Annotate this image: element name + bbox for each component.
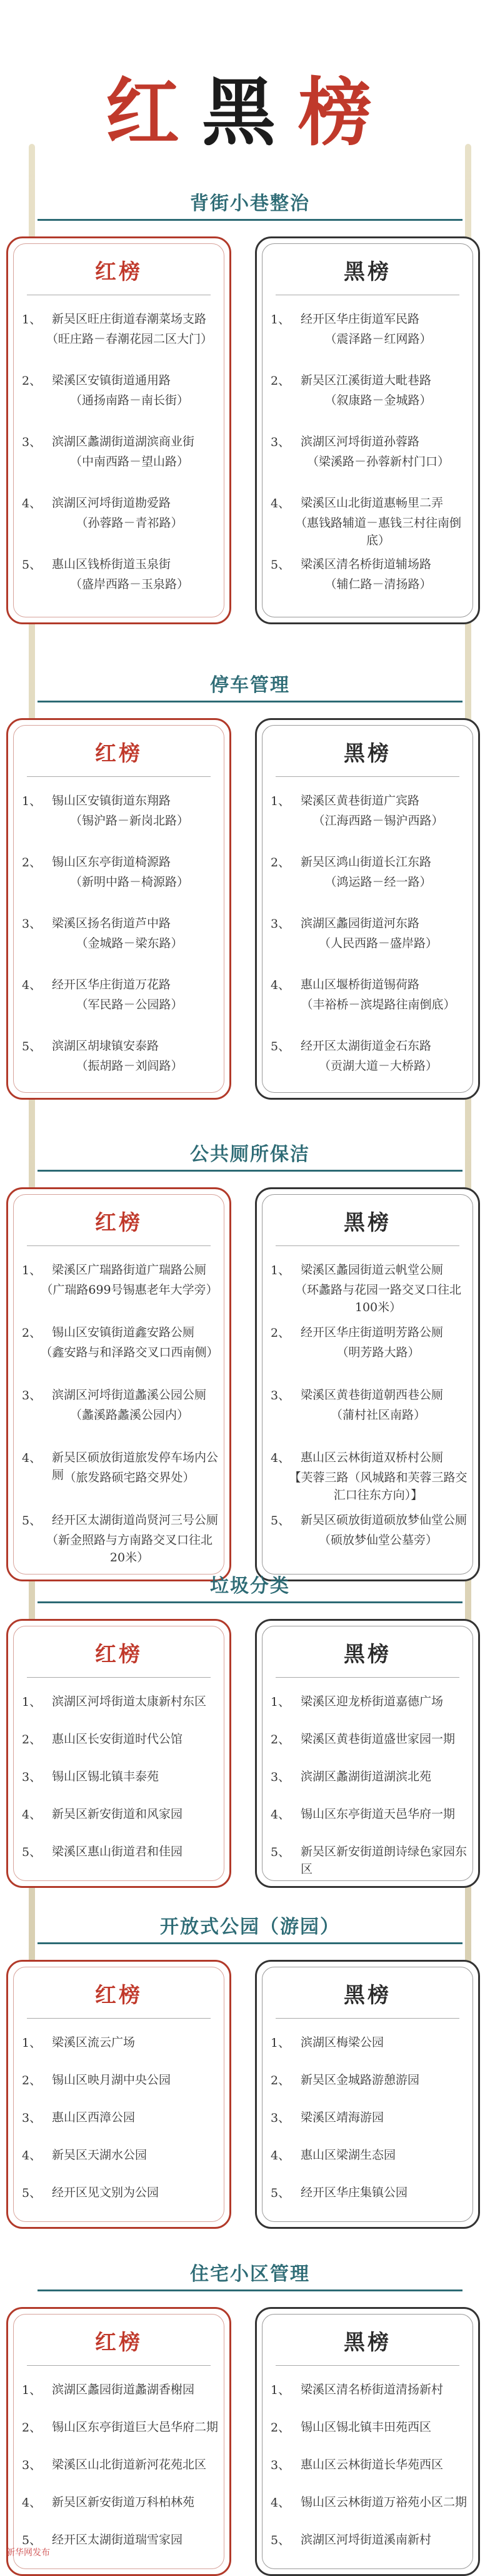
item-name: 经开区见文别为公园 (52, 2186, 159, 2199)
item-number: 5、 (22, 1040, 42, 1053)
item-number: 1、 (22, 2383, 42, 2397)
black-list-card (255, 1960, 480, 2229)
card-divider (27, 1245, 211, 1246)
item-name: 滨湖区胡埭镇安泰路 (52, 1039, 159, 1053)
item-name: 新吴区新安街道朗诗绿色家园东区 (301, 1845, 468, 1876)
item-number: 2、 (22, 2421, 42, 2435)
title-character: 榜 (298, 69, 395, 156)
item-name: 梁溪区流云广场 (52, 2036, 136, 2049)
item-name: 梁溪区安镇街道通用路 (52, 373, 171, 387)
item-location: （丰裕桥－滨堤路往南倒底） (301, 998, 456, 1012)
item-name: 锡山区锡北镇丰泰苑 (52, 1770, 159, 1783)
red-list-card (6, 718, 231, 1100)
item-location: （震泽路－红网路） (324, 332, 432, 346)
item-location: （广瑞路699号锡惠老年大学旁） (41, 1283, 218, 1297)
card-divider (276, 2365, 459, 2366)
item-number: 1、 (271, 1264, 291, 1277)
item-number: 5、 (22, 1845, 42, 1859)
item-name: 梁溪区黄巷街道广宾路 (301, 794, 420, 808)
item-name: 惠山区长安街道时代公馆 (52, 1732, 183, 1746)
red-list-card (6, 1187, 231, 1581)
item-location: （旅发路硕宅路交界处） (64, 1471, 195, 1484)
black-list-heading: 黑榜 (344, 1210, 391, 1235)
item-name: 梁溪区黄巷街道朝西巷公厕 (301, 1388, 444, 1402)
card-divider (276, 1677, 459, 1678)
item-location: （鑫安路与和泽路交叉口西南侧） (40, 1346, 219, 1359)
item-name: 梁溪区惠山街道君和佳园 (52, 1845, 183, 1858)
item-number: 2、 (271, 1733, 291, 1747)
red-list-heading: 红榜 (95, 260, 142, 285)
item-name: 新吴区硕放街道旅发停车场内公厕 (52, 1451, 219, 1482)
item-number: 2、 (271, 856, 291, 870)
item-name: 滨湖区河埒街道孙蓉路 (301, 435, 420, 449)
item-number: 4、 (271, 2496, 291, 2510)
item-number: 3、 (271, 435, 291, 449)
item-name: 惠山区堰桥街道锡荷路 (301, 978, 420, 991)
item-name: 新吴区新安街道万科柏林苑 (52, 2495, 195, 2509)
item-name: 锡山区云林街道万裕苑小区二期 (301, 2495, 468, 2509)
item-number: 2、 (271, 2074, 291, 2087)
item-number: 4、 (271, 978, 291, 992)
item-location: （盛岸西路－玉泉路） (69, 577, 189, 591)
item-name: 经开区华庄街道万花路 (52, 978, 171, 991)
card-divider (27, 1677, 211, 1678)
item-number: 4、 (271, 1808, 291, 1822)
red-list-card (6, 1619, 231, 1888)
item-name: 惠山区云林街道长华苑西区 (301, 2458, 444, 2472)
item-name: 梁溪区广瑞路街道广瑞路公厕 (52, 1263, 207, 1277)
black-list-card (255, 2307, 480, 2576)
item-location: （人民西路－盛岸路） (318, 936, 438, 950)
item-name: 梁溪区迎龙桥街道嘉德广场 (301, 1695, 444, 1708)
item-number: 1、 (22, 2036, 42, 2050)
item-location: （明芳路大路） (336, 1346, 420, 1359)
section-divider (38, 1170, 462, 1172)
item-name: 锡山区安镇街道东翔路 (52, 794, 171, 808)
black-list-card (255, 718, 480, 1100)
item-number: 3、 (271, 2458, 291, 2472)
item-number: 4、 (22, 497, 42, 510)
item-number: 1、 (22, 1264, 42, 1277)
item-location: （环蠡路与花园一路交叉口往北100米） (294, 1283, 461, 1314)
item-number: 2、 (271, 1326, 291, 1340)
item-name: 新吴区江溪街道大毗巷路 (301, 373, 432, 387)
item-location: （孙蓉路－青祁路） (76, 516, 183, 530)
item-number: 1、 (22, 313, 42, 327)
item-name: 滨湖区蠡园街道蠡湖香榭园 (52, 2383, 195, 2396)
item-number: 5、 (271, 558, 291, 572)
item-number: 2、 (22, 1733, 42, 1747)
item-location: （中南西路－望山路） (69, 455, 189, 469)
item-name: 梁溪区山北街道惠畅里二弄 (301, 496, 444, 510)
item-location: （锡沪路－新岗北路） (69, 814, 189, 828)
item-number: 1、 (271, 313, 291, 327)
black-list-card (255, 236, 480, 624)
red-list-heading: 红榜 (95, 1983, 142, 2008)
black-list-heading: 黑榜 (344, 1642, 391, 1667)
item-number: 5、 (271, 1514, 291, 1528)
item-location: （贡湖大道－大桥路） (318, 1059, 438, 1073)
item-name: 经开区太湖街道金石东路 (301, 1039, 432, 1053)
watermark: 新华网发布 (6, 2548, 50, 2558)
section-title: 垃圾分类 (210, 1575, 290, 1597)
item-location: （金城路－梁东路） (76, 936, 183, 950)
item-location: 【芙蓉三路（风城路和芙蓉三路交汇口往东方向）】 (289, 1471, 468, 1502)
item-location: （鸿运路－经一路） (324, 875, 432, 889)
card-divider (276, 1245, 459, 1246)
section-divider (38, 1942, 462, 1944)
card-divider (27, 776, 211, 777)
item-location: （梁溪路－孙蓉新村门口） (306, 455, 449, 469)
item-location: （蠡溪路蠡溪公园内） (69, 1408, 189, 1422)
item-number: 3、 (22, 435, 42, 449)
item-number: 2、 (271, 2421, 291, 2435)
item-location: （振胡路－刘闾路） (76, 1059, 183, 1073)
item-number: 2、 (22, 2074, 42, 2087)
item-name: 新吴区旺庄街道春潮菜场支路 (52, 312, 207, 326)
item-name: 锡山区东亭街道椅源路 (52, 855, 171, 869)
black-list-heading: 黑榜 (344, 741, 391, 766)
item-name: 梁溪区蠡园街道云帆堂公厕 (301, 1263, 444, 1277)
item-number: 4、 (22, 1451, 42, 1465)
item-name: 滨湖区蠡湖街道湖滨商业街 (52, 435, 195, 449)
item-location: （惠钱路辅道－惠钱三村往南倒底） (294, 516, 461, 547)
section-divider (38, 219, 462, 221)
item-name: 经开区华庄集镇公园 (301, 2186, 408, 2199)
red-list-card (6, 1960, 231, 2229)
item-number: 1、 (271, 794, 291, 808)
item-location: （新金照路与方南路交叉口往北20米） (46, 1533, 212, 1564)
item-location: （通扬南路－南长街） (69, 393, 189, 407)
item-number: 1、 (271, 1695, 291, 1709)
section-title: 住宅小区管理 (190, 2263, 310, 2285)
item-number: 2、 (22, 1326, 42, 1340)
item-name: 梁溪区扬名街道芦中路 (52, 916, 171, 930)
item-name: 惠山区西漳公园 (52, 2111, 136, 2124)
section-divider (38, 1601, 462, 1603)
page-title (0, 69, 500, 156)
item-name: 新吴区新安街道和风家园 (52, 1807, 183, 1821)
section-title: 停车管理 (210, 674, 290, 696)
item-location: （江海西路－锡沪西路） (312, 814, 444, 828)
item-name: 梁溪区黄巷街道盛世家园一期 (301, 1732, 456, 1746)
item-number: 3、 (22, 917, 42, 931)
item-number: 1、 (271, 2383, 291, 2397)
item-number: 5、 (271, 2533, 291, 2547)
item-number: 4、 (271, 1451, 291, 1465)
item-name: 锡山区东亭街道巨大邑华府二期 (52, 2420, 219, 2434)
item-name: 梁溪区靖海游园 (301, 2111, 384, 2124)
item-number: 1、 (271, 2036, 291, 2050)
item-name: 滨湖区河埒街道太康新村东区 (52, 1695, 207, 1708)
item-number: 5、 (271, 1040, 291, 1053)
card-divider (27, 2365, 211, 2366)
item-name: 惠山区梁湖生态园 (301, 2148, 396, 2162)
section-divider (38, 701, 462, 702)
title-character: 红 (105, 69, 202, 156)
item-name: 经开区太湖街道尚贤河三号公厕 (52, 1513, 219, 1527)
item-number: 3、 (271, 2111, 291, 2125)
item-name: 新吴区金城路游憩游园 (301, 2073, 420, 2087)
item-name: 新吴区硕放街道硕放梦仙堂公厕 (301, 1513, 468, 1527)
item-number: 2、 (22, 374, 42, 388)
item-name: 梁溪区清名桥街道清扬新村 (301, 2383, 444, 2396)
item-name: 新吴区鸿山街道长江东路 (301, 855, 432, 869)
item-number: 5、 (271, 2186, 291, 2200)
red-list-heading: 红榜 (95, 1210, 142, 1235)
item-location: （新明中路－椅源路） (69, 875, 189, 889)
item-number: 4、 (22, 2496, 42, 2510)
item-number: 3、 (271, 1770, 291, 1784)
item-name: 新吴区天湖水公园 (52, 2148, 148, 2162)
item-number: 4、 (22, 1808, 42, 1822)
black-list-heading: 黑榜 (344, 260, 391, 285)
item-number: 5、 (22, 2186, 42, 2200)
item-location: （蒲村社区南路） (330, 1408, 426, 1422)
item-name: 锡山区锡北镇丰田苑西区 (301, 2420, 432, 2434)
red-list-heading: 红榜 (95, 1642, 142, 1667)
item-name: 滨湖区蠡园街道河东路 (301, 916, 420, 930)
red-list-card (6, 236, 231, 624)
item-number: 3、 (271, 1389, 291, 1402)
item-number: 5、 (22, 1514, 42, 1528)
item-location: （辅仁路－清扬路） (324, 577, 432, 591)
item-number: 3、 (22, 1389, 42, 1402)
item-number: 4、 (271, 2149, 291, 2163)
section-title: 公共厕所保洁 (190, 1143, 310, 1165)
item-name: 滨湖区梅梁公园 (301, 2036, 384, 2049)
item-number: 5、 (22, 558, 42, 572)
card-divider (27, 2018, 211, 2019)
section-title: 背街小巷整治 (190, 193, 310, 215)
header (0, 0, 500, 156)
red-list-heading: 红榜 (95, 2330, 142, 2355)
item-number: 4、 (22, 2149, 42, 2163)
item-number: 2、 (271, 374, 291, 388)
title-character: 黑 (201, 69, 298, 156)
black-list-heading: 黑榜 (344, 2330, 391, 2355)
item-name: 梁溪区山北街道新河花苑北区 (52, 2458, 207, 2472)
item-location: （旺庄路－春潮花园二区大门） (46, 332, 212, 346)
red-list-heading: 红榜 (95, 741, 142, 766)
item-name: 经开区华庄街道军民路 (301, 312, 420, 326)
item-number: 3、 (22, 2111, 42, 2125)
item-name: 经开区华庄街道明芳路公厕 (301, 1326, 444, 1339)
section-title: 开放式公园（游园） (160, 1916, 340, 1938)
item-location: （军民路－公园路） (76, 998, 183, 1012)
black-list-heading: 黑榜 (344, 1983, 391, 2008)
item-name: 滨湖区河埒街道蠡溪公园公厕 (52, 1388, 207, 1402)
item-location: （硕放梦仙堂公墓旁） (318, 1533, 438, 1547)
item-number: 4、 (22, 978, 42, 992)
black-list-card (255, 1619, 480, 1888)
item-name: 滨湖区河埒街道溪南新村 (301, 2533, 432, 2547)
item-name: 经开区太湖街道瑞雪家园 (52, 2533, 183, 2547)
item-number: 1、 (22, 794, 42, 808)
item-name: 梁溪区清名桥街道辅场路 (301, 557, 432, 571)
section-divider (38, 2289, 462, 2291)
item-number: 3、 (22, 2458, 42, 2472)
item-number: 1、 (22, 1695, 42, 1709)
item-name: 锡山区映月湖中央公园 (52, 2073, 171, 2087)
item-number: 5、 (22, 2533, 42, 2547)
item-number: 2、 (22, 856, 42, 870)
item-number: 4、 (271, 497, 291, 510)
card-divider (276, 2018, 459, 2019)
item-name: 惠山区钱桥街道玉泉街 (52, 557, 171, 571)
item-number: 5、 (271, 1845, 291, 1859)
item-location: （叙康路－金城路） (324, 393, 432, 407)
item-number: 3、 (22, 1770, 42, 1784)
item-name: 惠山区云林街道双桥村公厕 (301, 1451, 444, 1464)
card-divider (276, 776, 459, 777)
item-name: 锡山区东亭街道天邑华府一期 (301, 1807, 456, 1821)
item-name: 锡山区安镇街道鑫安路公厕 (52, 1326, 195, 1339)
item-name: 滨湖区河埒街道勘爱路 (52, 496, 171, 510)
item-number: 3、 (271, 917, 291, 931)
item-name: 滨湖区蠡湖街道湖滨北苑 (301, 1770, 432, 1783)
red-list-card (6, 2307, 231, 2576)
black-list-card (255, 1187, 480, 1581)
